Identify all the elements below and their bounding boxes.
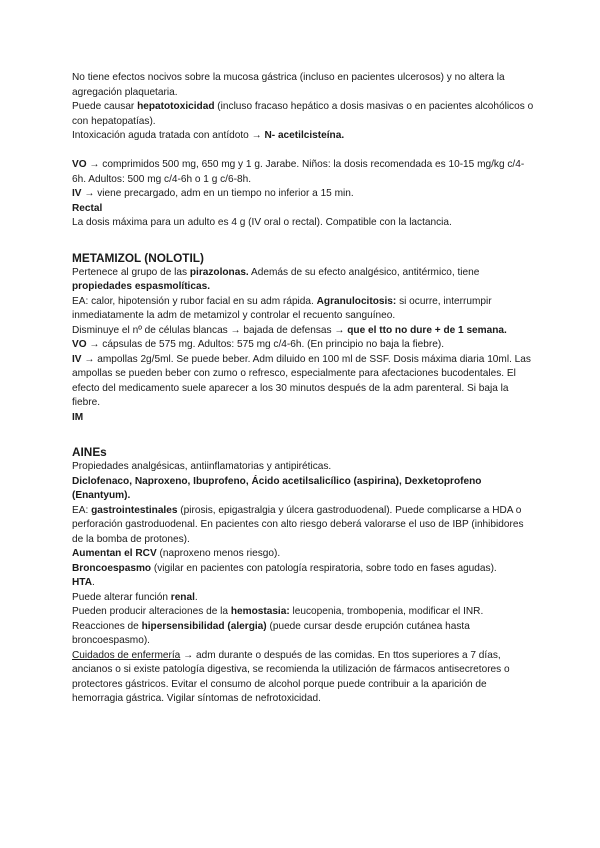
bold-term: HTA [72, 577, 92, 588]
metamizol-iv-text [72, 353, 534, 411]
bold-term: hepatotoxicidad [137, 101, 215, 112]
text-run: Además de su efecto analgésico, antitérmico, tiene [248, 266, 480, 278]
paracetamol-hepatotoxicity-text [72, 100, 534, 129]
text-run: Reacciones de [72, 620, 142, 632]
aines-nursing-care-text [72, 649, 534, 707]
metamizol-vo-text [72, 338, 534, 353]
aines-bronchospasm-text [72, 562, 534, 577]
text-run: si ocurre, interrumpir inmediatamente la adm de metamizol y controlar el recuento sanguíneo. [72, 295, 492, 321]
text-run: (pirosis, epigastralgia y úlcera gastroduodenal). Puede complicarse a HDA o perforación gastroduodenal. En pacientes con alto riesgo deberá valorarse el uso de IBP (inhibidores de la bomba de protones). [72, 504, 524, 545]
route-label: IV [72, 188, 82, 199]
text-run: EA: calor, hipotensión y rubor facial en su adm rápida. [72, 295, 317, 307]
bold-term: N- acetilcisteína. [264, 130, 345, 141]
paracetamol-rectal-label [72, 202, 534, 217]
metamizol-ea-text [72, 295, 534, 324]
paracetamol-max-dose-text: La dosis máxima para un adulto es 4 g (IV oral o rectal). Compatible con la lactancia. [72, 217, 452, 228]
route-label: Rectal [72, 202, 103, 214]
bold-term: hemostasia: [230, 606, 290, 617]
spacer [72, 144, 534, 159]
aines-hypersensitivity-text [72, 620, 534, 649]
underlined-term: Cuidados de enfermería [72, 649, 181, 661]
text-run: . [92, 577, 95, 588]
route-label: IV [72, 353, 82, 365]
aines-rcv-text [72, 547, 534, 562]
text-run: EA: [72, 504, 92, 516]
paracetamol-antidote-text [72, 129, 534, 144]
bold-term: propiedades espasmolíticas. [72, 281, 211, 292]
text-run: leucopenia, trombopenia, modificar el INR. [289, 606, 484, 617]
metamizol-leukocytes-text [72, 324, 534, 339]
spacer [72, 231, 534, 251]
route-label: VO [72, 159, 87, 170]
metamizol-im-label [72, 411, 534, 426]
route-label: VO [72, 339, 87, 350]
bold-term: Aumentan el RCV [72, 548, 157, 559]
bold-term: que el tto no dure + de 1 semana. [347, 324, 507, 336]
aines-hta-text [72, 576, 534, 591]
text-run: (naproxeno menos riesgo). [156, 548, 281, 559]
aines-ea-text [72, 504, 534, 548]
bold-term: Broncoespasmo [72, 562, 152, 574]
text-run: . [194, 591, 198, 603]
bold-term: gastrointestinales [91, 504, 178, 516]
text-run: Puede alterar función [72, 591, 171, 603]
text-run: Puede causar [72, 101, 138, 112]
bold-term: Agranulocitosis: [316, 295, 397, 307]
paracetamol-gastric-text: No tiene efectos nocivos sobre la mucosa gástrica (incluso en pacientes ulcerosos) y no altera la agregación plaquetaria. [72, 72, 505, 98]
text-run: → comprimidos 500 mg, 650 mg y 1 g. Jarabe. Niños: la dosis recomendada es 10-15 mg/kg c/4-6h. Adultos: 500 mg c/4-6h o 1 g c/6-8h. [72, 159, 525, 185]
aines-heading: AINEs [72, 445, 107, 459]
metamizol-group-text [72, 266, 534, 295]
bold-term: hipersensibilidad (alergia) [141, 620, 267, 632]
aines-drug-list [72, 475, 534, 504]
text-run: → viene precargado, adm en un tiempo no inferior a 15 min. [81, 188, 354, 199]
spacer [72, 425, 534, 445]
text-run: (puede cursar desde erupción cutánea hasta broncoespasmo). [72, 620, 470, 646]
bold-term: pirazolonas. [189, 266, 249, 278]
aines-properties-text: Propiedades analgésicas, antiinflamatorias y antipiréticas. [72, 461, 332, 472]
paracetamol-vo-text [72, 158, 534, 187]
route-label: IM [72, 411, 84, 423]
document-page [72, 71, 534, 707]
text-run: Intoxicación aguda tratada con antídoto → [72, 130, 265, 141]
bold-term: Diclofenaco, Naproxeno, Ibuprofeno, Ácido acetilsalicílico (aspirina), Dexketoprofeno (Enantyum). [72, 475, 482, 501]
text-run: (incluso fracaso hepático a dosis masivas o en pacientes alcohólicos o con hepatopatías). [72, 101, 534, 127]
text-run: → cápsulas de 575 mg. Adultos: 575 mg c/4-6h. (En principio no baja la fiebre). [86, 339, 444, 350]
text-run: → adm durante o después de las comidas. En ttos superiores a 7 días, ancianos o si existe patología digestiva, se recomienda la utilización de fármacos antisecretores o protectores gástricos. Evitar el consumo de alcohol porque puede contribuir a la aparición de hemorragia gástrica. Vigilar síntomas de nefrotoxicidad. [72, 649, 510, 704]
bold-term: renal [170, 591, 195, 603]
text-run: Disminuye el nº de células blancas → bajada de defensas → [72, 324, 348, 336]
metamizol-heading: METAMIZOL (NOLOTIL) [72, 250, 204, 265]
aines-hemostasis-text [72, 605, 534, 620]
text-run: (vigilar en pacientes con patología respiratoria, sobre todo en fases agudas). [151, 562, 497, 574]
text-run: → ampollas 2g/5ml. Se puede beber. Adm diluido en 100 ml de SSF. Dosis máxima diaria 10ml. Las ampollas se pueden beber con zumo o refresco, especialmente para afectaciones bucodentales. El efecto del medicamento suele aparecer a los 30 minutos después de la adm parenteral. Si baja la fiebre. [72, 353, 531, 408]
aines-renal-text [72, 591, 534, 606]
text-run: Pueden producir alteraciones de la [72, 606, 231, 617]
paracetamol-iv-text [72, 187, 534, 202]
text-run: Pertenece al grupo de las [72, 266, 190, 278]
